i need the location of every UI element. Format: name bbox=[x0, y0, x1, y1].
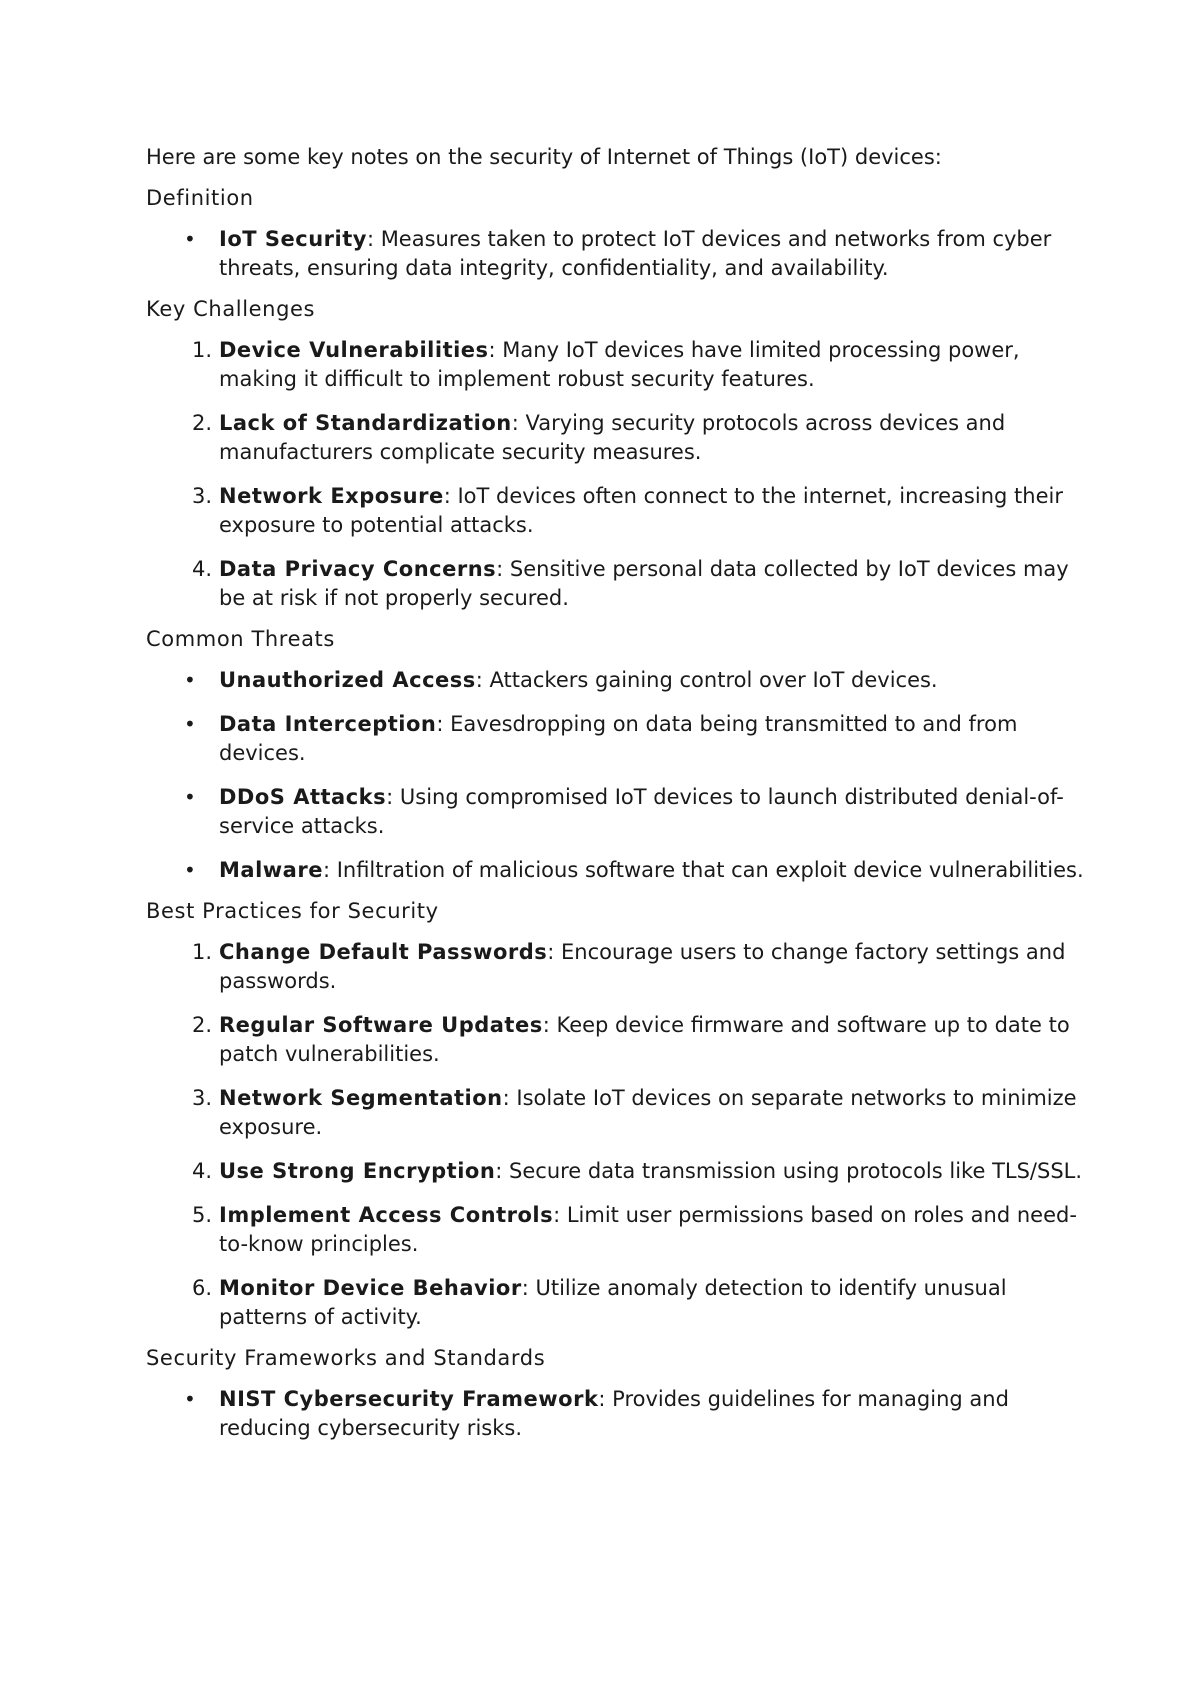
item-text: : Eavesdropping on data being transmitted to and from devices. bbox=[219, 712, 1018, 765]
item-term: Data Privacy Concerns bbox=[219, 557, 497, 581]
section-heading-key-challenges: Key Challenges bbox=[146, 297, 316, 321]
list-item bbox=[146, 666, 1086, 695]
item-term: IoT Security bbox=[219, 227, 367, 251]
bullet-marker: • bbox=[184, 668, 196, 692]
key-challenges-list bbox=[146, 336, 1086, 613]
item-term: Use Strong Encryption bbox=[219, 1159, 496, 1183]
item-term: Malware bbox=[219, 858, 323, 882]
list-item bbox=[146, 1201, 1086, 1259]
common-threats-list bbox=[146, 666, 1086, 885]
number-marker: 3. bbox=[191, 484, 212, 508]
section-heading-definition: Definition bbox=[146, 186, 254, 210]
item-text: : Provides guidelines for managing and reducing cybersecurity risks. bbox=[219, 1387, 1009, 1440]
item-text: : Encourage users to change factory settings and passwords. bbox=[219, 940, 1066, 993]
bullet-marker: • bbox=[184, 785, 196, 809]
list-item bbox=[146, 1084, 1086, 1142]
item-term: Network Exposure bbox=[219, 484, 444, 508]
item-term: DDoS Attacks bbox=[219, 785, 387, 809]
item-term: Implement Access Controls bbox=[219, 1203, 554, 1227]
number-marker: 2. bbox=[191, 1013, 212, 1037]
item-text: : Varying security protocols across devices and manufacturers complicate security measures. bbox=[219, 411, 1006, 464]
frameworks-list bbox=[146, 1385, 1086, 1443]
item-text: : Sensitive personal data collected by IoT devices may be at risk if not properly secured. bbox=[219, 557, 1069, 610]
item-term: Regular Software Updates bbox=[219, 1013, 543, 1037]
list-item bbox=[146, 1274, 1086, 1332]
item-term: Change Default Passwords bbox=[219, 940, 548, 964]
item-term: NIST Cybersecurity Framework bbox=[219, 1387, 599, 1411]
item-text: : IoT devices often connect to the internet, increasing their exposure to potential attacks. bbox=[219, 484, 1063, 537]
list-item bbox=[146, 482, 1086, 540]
number-marker: 1. bbox=[191, 338, 212, 362]
bullet-marker: • bbox=[184, 227, 196, 251]
item-term: Network Segmentation bbox=[219, 1086, 503, 1110]
item-term: Monitor Device Behavior bbox=[219, 1276, 522, 1300]
item-term: Device Vulnerabilities bbox=[219, 338, 489, 362]
document-page bbox=[146, 143, 1086, 1455]
number-marker: 6. bbox=[191, 1276, 212, 1300]
intro-paragraph: Here are some key notes on the security of Internet of Things (IoT) devices: bbox=[146, 145, 942, 169]
item-text: : Measures taken to protect IoT devices and networks from cyber threats, ensuring data integrity, confidentiality, and availability. bbox=[219, 227, 1052, 280]
number-marker: 2. bbox=[191, 411, 212, 435]
item-term: Unauthorized Access bbox=[219, 668, 476, 692]
item-term: Data Interception bbox=[219, 712, 437, 736]
best-practices-list bbox=[146, 938, 1086, 1332]
number-marker: 1. bbox=[191, 940, 212, 964]
bullet-marker: • bbox=[184, 858, 196, 882]
list-item bbox=[146, 856, 1086, 885]
list-item bbox=[146, 938, 1086, 996]
item-text: : Utilize anomaly detection to identify unusual patterns of activity. bbox=[219, 1276, 1007, 1329]
list-item bbox=[146, 1011, 1086, 1069]
bullet-marker: • bbox=[184, 712, 196, 736]
list-item bbox=[146, 225, 1086, 283]
number-marker: 4. bbox=[191, 557, 212, 581]
list-item bbox=[146, 1157, 1086, 1186]
section-heading-frameworks: Security Frameworks and Standards bbox=[146, 1346, 546, 1370]
number-marker: 5. bbox=[191, 1203, 212, 1227]
item-text: : Many IoT devices have limited processing power, making it difficult to implement robust security features. bbox=[219, 338, 1020, 391]
list-item bbox=[146, 783, 1086, 841]
section-heading-best-practices: Best Practices for Security bbox=[146, 899, 439, 923]
list-item bbox=[146, 710, 1086, 768]
list-item bbox=[146, 336, 1086, 394]
bullet-marker: • bbox=[184, 1387, 196, 1411]
item-text: : Isolate IoT devices on separate networks to minimize exposure. bbox=[219, 1086, 1077, 1139]
item-text: : Using compromised IoT devices to launch distributed denial-of-service attacks. bbox=[219, 785, 1064, 838]
list-item bbox=[146, 409, 1086, 467]
item-term: Lack of Standardization bbox=[219, 411, 512, 435]
list-item bbox=[146, 1385, 1086, 1443]
section-heading-common-threats: Common Threats bbox=[146, 627, 335, 651]
number-marker: 4. bbox=[191, 1159, 212, 1183]
item-text: : Secure data transmission using protocols like TLS/SSL. bbox=[495, 1159, 1083, 1183]
definition-list bbox=[146, 225, 1086, 283]
item-text: : Attackers gaining control over IoT devices. bbox=[475, 668, 938, 692]
item-text: : Limit user permissions based on roles and need-to-know principles. bbox=[219, 1203, 1077, 1256]
number-marker: 3. bbox=[191, 1086, 212, 1110]
list-item bbox=[146, 555, 1086, 613]
item-text: : Infiltration of malicious software that can exploit device vulnerabilities. bbox=[322, 858, 1084, 882]
item-text: : Keep device firmware and software up to date to patch vulnerabilities. bbox=[219, 1013, 1070, 1066]
